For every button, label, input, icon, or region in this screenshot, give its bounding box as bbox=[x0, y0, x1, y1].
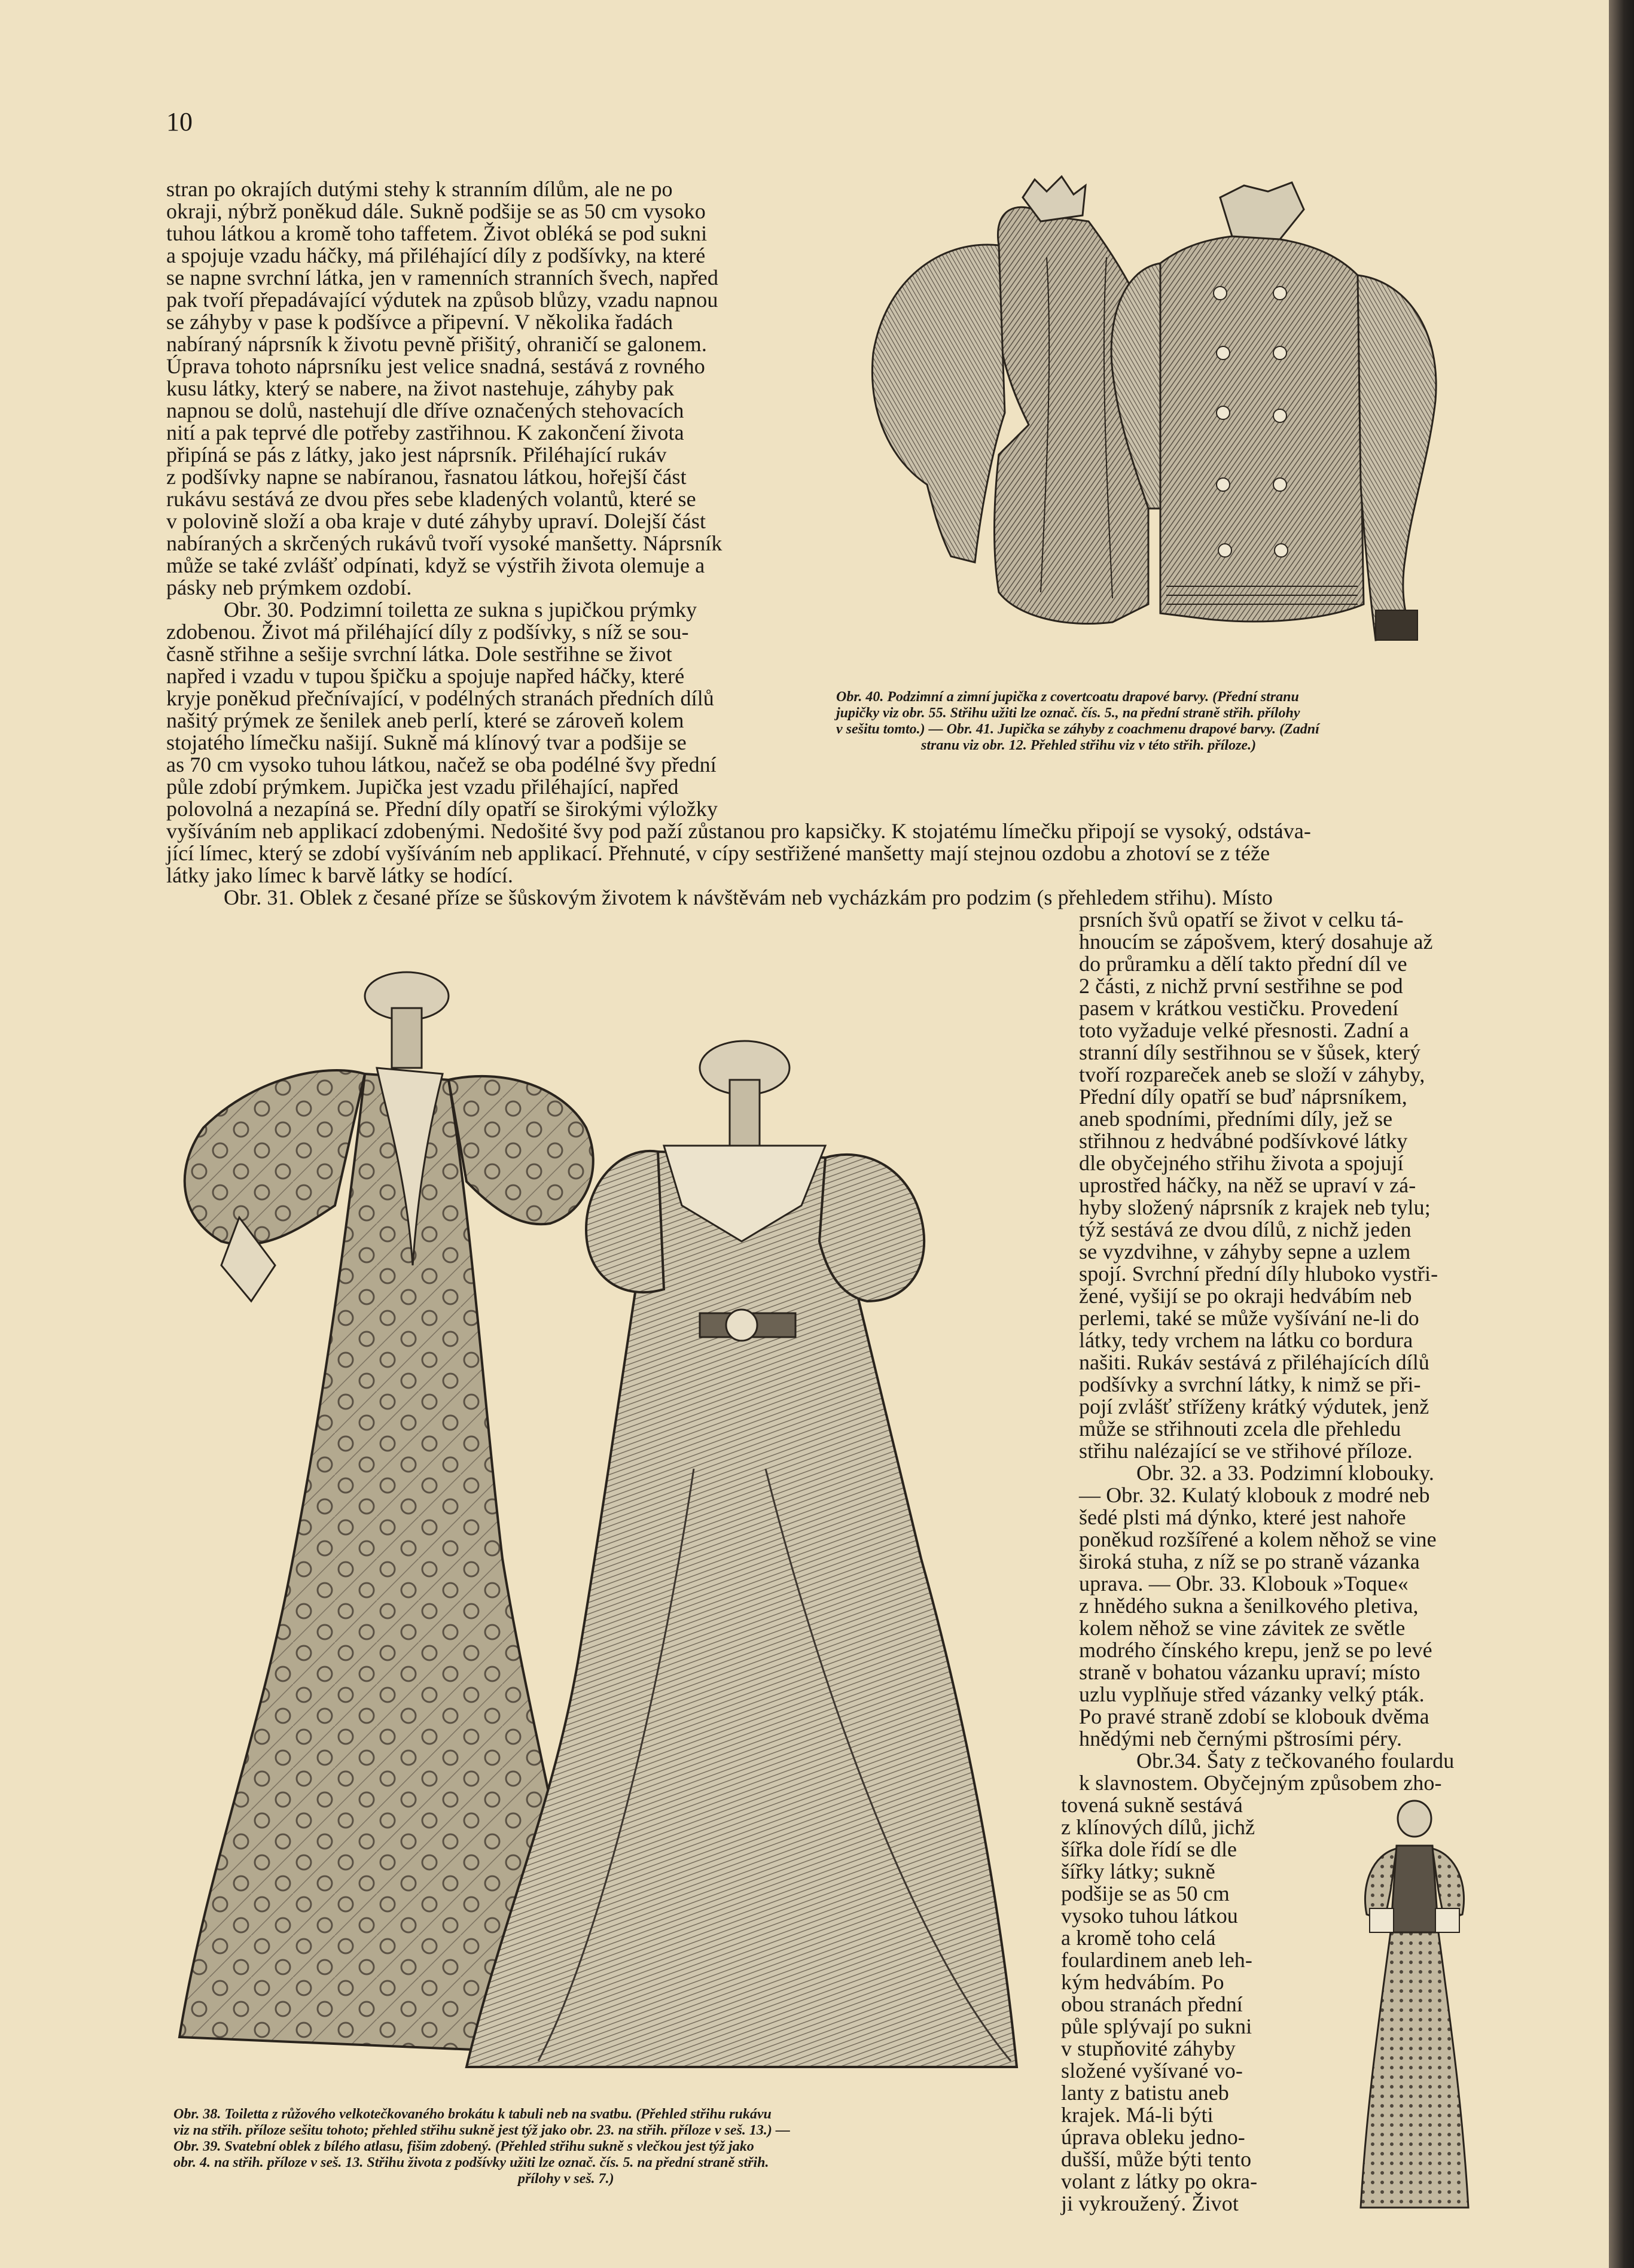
text-line: poněkud rozšířené a kolem něhož se vine bbox=[1079, 1527, 1437, 1551]
text-line: složené vyšívané vo- bbox=[1061, 2059, 1243, 2083]
caption-line: viz na střih. příloze sešitu tohoto; přehled střihu sukně jest týž jako obr. 23. na střih. příloze v seš. 13.) — bbox=[173, 2123, 790, 2138]
caption-line: přílohy v seš. 7.) bbox=[518, 2171, 614, 2187]
text-line: Po pravé straně zdobí se klobouk dvěma bbox=[1079, 1704, 1429, 1728]
text-line: látky, tedy vrchem na látku co bordura bbox=[1079, 1328, 1413, 1352]
text-line: pasem v krátkou vestičku. Provedení bbox=[1079, 996, 1399, 1020]
text-line: Obr. 31. Oblek z česané příze se šůskovým životem k návštěvám neb vycházkám pro podzim (s přehledem střihu). Místo bbox=[224, 885, 1273, 909]
text-line: stojatého límečku našijí. Sukně má klínový tvar a podšije se bbox=[166, 730, 687, 754]
text-line: nití a pak teprvé dle potřeby zastřihnou. K zakončení života bbox=[166, 421, 684, 445]
text-line: vysoko tuhou látkou bbox=[1061, 1904, 1238, 1928]
caption-line: Obr. 40. Podzimní a zimní jupička z covertcoatu drapové barvy. (Přední stranu bbox=[836, 689, 1299, 705]
text-line: z podšívky napne se nabíranou, řasnatou látkou, hořejší část bbox=[166, 465, 687, 489]
text-line: v stupňovité záhyby bbox=[1061, 2036, 1236, 2060]
caption-line: obr. 4. na střih. příloze v seš. 13. Střihu života z podšívky užiti lze označ. čís. 5. na přední straně střih. bbox=[173, 2155, 769, 2170]
text-line: Obr.34. Šaty z tečkovaného foulardu bbox=[1136, 1749, 1455, 1773]
text-line: pojí zvlášť stříženy krátký výdutek, jenž bbox=[1079, 1395, 1429, 1418]
text-line: uzlu vyplňuje střed vázanky velký pták. bbox=[1079, 1682, 1425, 1706]
text-line: nabíraný náprsník k životu pevně přišitý, ohraničí se galonem. bbox=[166, 332, 707, 356]
caption-line: v sešitu tomto.) — Obr. 41. Jupička se záhyby z coachmenu drapové barvy. (Zadní bbox=[836, 722, 1319, 737]
text-line: z klínových dílů, jichž bbox=[1061, 1815, 1255, 1839]
caption-line: Obr. 39. Svatební oblek z bílého atlasu, fišim zdobený. (Přehled střihu sukně s vlečkou jest týž jako bbox=[173, 2139, 754, 2154]
text-line: a spojuje vzadu háčky, má přiléhající díly z podšívky, na které bbox=[166, 243, 706, 267]
text-line: střihnou z hedvábné podšívkové látky bbox=[1079, 1129, 1408, 1153]
text-line: našiti. Rukáv sestává z přiléhajících dílů bbox=[1079, 1350, 1430, 1374]
text-line: půle zdobí prýmkem. Jupička jest vzadu přiléhající, napřed bbox=[166, 775, 679, 799]
text-line: — Obr. 32. Kulatý klobouk z modré neb bbox=[1079, 1483, 1430, 1507]
text-line: foulardinem aneb leh- bbox=[1061, 1948, 1252, 1972]
text-line: dle obyčejného střihu života a spojují bbox=[1079, 1151, 1404, 1175]
text-line: stran po okrajích dutými stehy k stranním dílům, ale ne po bbox=[166, 177, 673, 201]
text-line: kryje poněkud přečnívající, v podélných stranách předních dílů bbox=[166, 686, 714, 710]
text-line: ji vykroužený. Život bbox=[1061, 2191, 1239, 2215]
text-line: rukávu sestává ze dvou přes sebe kladených volantů, které se bbox=[166, 487, 696, 511]
text-line: našitý prýmek ze šenilek aneb perlí, které se zároveň kolem bbox=[166, 708, 684, 732]
text-line: modrého čínského krepu, jenž se po levé bbox=[1079, 1638, 1432, 1662]
text-line: podšívky a svrchní látky, k nimž se při- bbox=[1079, 1372, 1421, 1396]
text-line: okraji, nýbrž poněkud dále. Sukně podšije se as 50 cm vysoko bbox=[166, 199, 706, 223]
text-line: kolem něhož se vine závitek ze světle bbox=[1079, 1616, 1406, 1640]
text-line: dušší, může býti tento bbox=[1061, 2147, 1252, 2171]
text-line: tvoří rozpareček aneb se složí v záhyby, bbox=[1079, 1063, 1425, 1086]
caption-line: Obr. 38. Toiletta z růžového velkotečkovaného brokátu k tabuli neb na svatbu. (Přehled střihu rukávu bbox=[173, 2106, 772, 2122]
text-line: široká stuha, z níž se po straně vázanka bbox=[1079, 1549, 1420, 1573]
text-line: kým hedvábím. Po bbox=[1061, 1970, 1224, 1994]
text-line: tovená sukně sestává bbox=[1061, 1793, 1243, 1817]
text-line: zdobenou. Život má přiléhající díly z podšívky, s níž se sou- bbox=[166, 620, 689, 644]
text-line: šířky látky; sukně bbox=[1061, 1859, 1215, 1883]
text-line: krajek. Má-li býti bbox=[1061, 2103, 1214, 2127]
text-line: stranní díly sestřihnou se v šůsek, který bbox=[1079, 1040, 1421, 1064]
caption-line: jupičky viz obr. 55. Střihu užiti lze označ. čís. 5., na přední straně střih. přílohy bbox=[836, 705, 1300, 721]
text-line: uprostřed háčky, na něž se upraví v zá- bbox=[1079, 1173, 1416, 1197]
text-line: perlemi, také se může vyšívání ne-li do bbox=[1079, 1306, 1419, 1330]
text-line: lanty z batistu aneb bbox=[1061, 2081, 1229, 2105]
text-line: jící límec, který se zdobí vyšíváním neb applikací. Přehnuté, v cípy sestřižené manšetty mají stejnou ozdobu a zhotoví se z téže bbox=[166, 841, 1270, 865]
text-line: do průramku a dělí takto přední díl ve bbox=[1079, 952, 1407, 976]
text-line: spojí. Svrchní přední díly hluboko vystři- bbox=[1079, 1262, 1438, 1286]
caption-line: stranu viz obr. 12. Přehled střihu viz v této střih. příloze.) bbox=[921, 738, 1257, 753]
page-edge-shadow bbox=[1609, 0, 1634, 2268]
text-line: napřed i vzadu v tupou špičku a spojuje napřed háčky, které bbox=[166, 664, 685, 688]
text-line: uprava. — Obr. 33. Klobouk »Toque« bbox=[1079, 1572, 1409, 1596]
text-line: as 70 cm vysoko tuhou látkou, načež se oba podélné švy přední bbox=[166, 753, 717, 777]
text-line: obou stranách přední bbox=[1061, 1992, 1243, 2016]
text-line: straně v bohatou vázanku upraví; místo bbox=[1079, 1660, 1420, 1684]
text-line: může se střihnouti zcela dle přehledu bbox=[1079, 1417, 1401, 1441]
text-line: podšije se as 50 cm bbox=[1061, 1882, 1230, 1905]
text-line: může se také zvlášť odpínati, když se výstřih života olemuje a bbox=[166, 553, 705, 577]
text-line: volant z látky po okra- bbox=[1061, 2169, 1258, 2193]
text-line: Přední díly opatří se buď náprsníkem, bbox=[1079, 1085, 1407, 1109]
text-line: látky jako límec k barvě látky se hodící. bbox=[166, 863, 513, 887]
text-line: pásky neb prýmkem ozdobí. bbox=[166, 576, 412, 599]
text-line: hnědými neb černými pštrosími péry. bbox=[1079, 1727, 1403, 1751]
text-line: šedé plsti má dýnko, které jest nahoře bbox=[1079, 1505, 1406, 1529]
text-line: se záhyby v pase k podšívce a připevní. V několika řadách bbox=[166, 310, 673, 334]
gowns-illustration bbox=[167, 930, 1029, 2097]
text-line: napnou se dolů, nastehují dle dříve označených stehovacích bbox=[166, 398, 684, 422]
text-line: střihu nalézající se ve střihové příloze. bbox=[1079, 1439, 1413, 1463]
text-line: úprava obleku jedno- bbox=[1061, 2125, 1245, 2149]
text-line: žené, vyšijí se po okraji hedvábím neb bbox=[1079, 1284, 1412, 1308]
text-line: hyby složený náprsník z krajek neb tylu; bbox=[1079, 1195, 1431, 1219]
text-line: vyšíváním neb applikací zdobenými. Nedošité švy pod paží zůstanou pro kapsičky. K stojatému límečku připojí se vysoký, odstáva- bbox=[166, 819, 1311, 843]
text-line: aneb spodními, předními díly, jež se bbox=[1079, 1107, 1393, 1131]
text-line: Obr. 32. a 33. Podzimní klobouky. bbox=[1136, 1461, 1434, 1485]
text-line: připíná se pás z látky, jako jest náprsník. Přiléhající rukáv bbox=[166, 443, 667, 467]
text-line: se vyzdvihne, v záhyby sepne a uzlem bbox=[1079, 1240, 1411, 1264]
text-line: a kromě toho celá bbox=[1061, 1926, 1216, 1950]
text-line: Obr. 30. Podzimní toiletta ze sukna s jupičkou prýmky bbox=[224, 598, 697, 622]
text-line: týž sestává ze dvou dílů, z nichž jeden bbox=[1079, 1217, 1412, 1241]
text-line: půle splývají po sukni bbox=[1061, 2014, 1252, 2038]
jackets-illustration bbox=[849, 173, 1447, 670]
text-line: toto vyžaduje velké přesnosti. Zadní a bbox=[1079, 1018, 1409, 1042]
text-line: Úprava tohoto náprsníku jest velice snadná, sestává z rovného bbox=[166, 354, 705, 378]
text-line: hnoucím se zápošvem, který dosahuje až bbox=[1079, 930, 1433, 954]
text-line: polovolná a nezapíná se. Přední díly opatří se širokými výložky bbox=[166, 797, 718, 821]
text-line: šířka dole řídí se dle bbox=[1061, 1837, 1237, 1861]
text-line: 2 části, z nichž první sestřihne se pod bbox=[1079, 974, 1403, 998]
text-line: časně střihne a sešije svrchní látka. Dole sestřihne se život bbox=[166, 642, 672, 666]
text-line: z hnědého sukna a šenilkového pletiva, bbox=[1079, 1594, 1419, 1618]
small-figure-illustration bbox=[1349, 1795, 1480, 2214]
text-line: v polovině složí a oba kraje v duté záhyby upraví. Dolejší část bbox=[166, 509, 706, 533]
text-line: prsních švů opatří se život v celku tá- bbox=[1079, 908, 1404, 931]
text-line: se napne svrchní látka, jen v ramenních stranních švech, napřed bbox=[166, 266, 718, 290]
page-number: 10 bbox=[166, 107, 193, 136]
text-line: nabíraných a skrčených rukávů tvoří vysoké manšetty. Náprsník bbox=[166, 531, 723, 555]
text-line: kusu látky, který se nabere, na život nastehuje, záhyby pak bbox=[166, 376, 675, 400]
text-line: tuhou látkou a kromě toho taffetem. Život obléká se pod sukni bbox=[166, 221, 708, 245]
text-line: k slavnostem. Obyčejným způsobem zho- bbox=[1079, 1771, 1442, 1795]
text-line: pak tvoří přepadávající výdutek na způsob blůzy, vzadu napnou bbox=[166, 288, 718, 312]
